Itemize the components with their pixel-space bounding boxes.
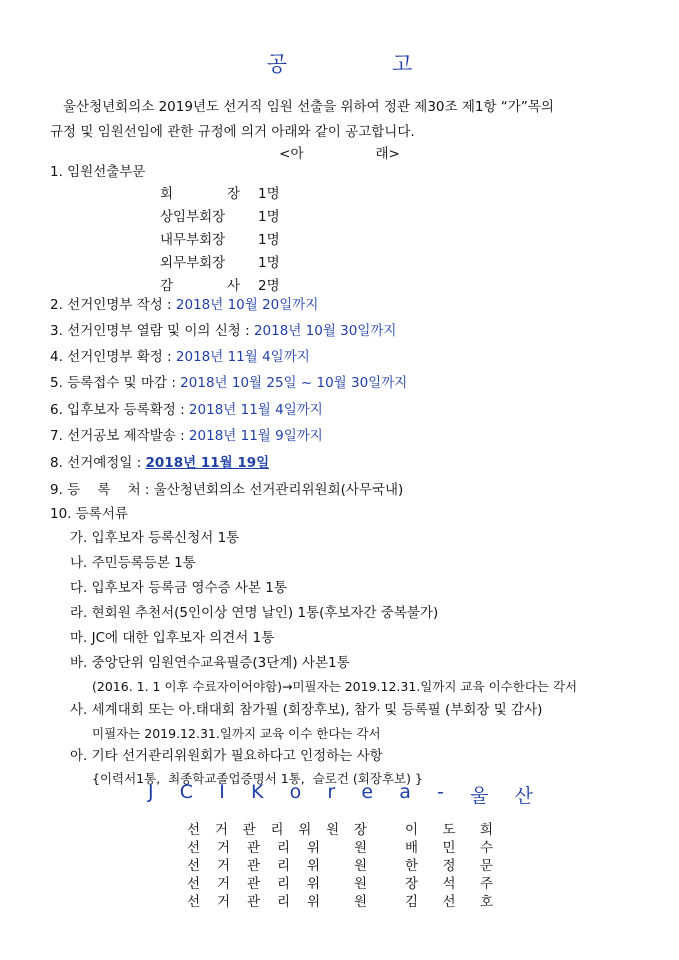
- page-title: [0, 48, 679, 78]
- position-count: 2명: [258, 278, 280, 294]
- position-char: 감: [160, 278, 174, 294]
- org-char: C: [179, 781, 194, 803]
- position-count: 1명: [258, 232, 280, 248]
- item-date: 2018년 11월 4일까지: [188, 402, 323, 418]
- doc-item: 사. 세계대회 또는 아.태대회 참가필 (회장후보), 참가 및 등록필 (부회장 및 감사): [70, 702, 543, 718]
- doc-item: 마. JC에 대한 입후보자 의견서 1통: [70, 630, 275, 646]
- signer-name: 장 석 주: [405, 876, 493, 892]
- below-heading: [0, 142, 679, 162]
- doc-item: 가. 입후보자 등록신청서 1통: [70, 530, 240, 546]
- org-char: e: [361, 781, 374, 803]
- signer-name: 한 정 문: [405, 858, 493, 874]
- below-left: <아: [279, 146, 304, 162]
- item-label: 8. 선거예정일 :: [50, 455, 146, 471]
- position-count: 1명: [258, 209, 280, 225]
- doc-note: 미필자는 2019.12.31.일까지 교육 이수 한다는 각서: [92, 726, 381, 741]
- position-count: 1명: [258, 186, 280, 202]
- item-label: 3. 선거인명부 열람 및 이의 신청 :: [50, 323, 254, 339]
- item-9: 9. 등 록 처 : 울산청년회의소 선거관리위원회(사무국내): [50, 482, 404, 498]
- signer-row: [187, 874, 492, 894]
- item-date: 2018년 11월 4일까지: [175, 349, 310, 365]
- doc-item: 아. 기타 선거관리위원회가 필요하다고 인정하는 사항: [70, 748, 383, 764]
- position-name: 내무부회장: [160, 232, 226, 248]
- signer-name: 이 도 희: [405, 822, 493, 838]
- below-right: 래>: [375, 146, 400, 162]
- item-date: 2018년 10월 20일까지: [175, 297, 319, 313]
- item-7: [50, 425, 323, 447]
- doc-item: 바. 중앙단위 임원연수교육필증(3단계) 사본1통: [70, 655, 350, 671]
- item-date: 2018년 10월 25일 ~ 10월 30일까지: [180, 375, 408, 391]
- position-char: 장: [226, 186, 240, 202]
- position-count: 1명: [258, 255, 280, 271]
- doc-item: 다. 입후보자 등록금 영수증 사본 1통: [70, 580, 287, 596]
- signer-row: [187, 838, 492, 858]
- item-5: [50, 372, 407, 394]
- item-10-heading: 10. 등록서류: [50, 506, 128, 522]
- item-label: 6. 입후보자 등록확정 :: [50, 402, 189, 418]
- item-label: 2. 선거인명부 작성 :: [50, 297, 176, 313]
- position-char: 사: [226, 278, 240, 294]
- position-name: 상임부회장: [160, 209, 226, 225]
- doc-item: 나. 주민등록등본 1통: [70, 555, 196, 571]
- signer-title: 선 거 관 리 위 원: [187, 858, 367, 874]
- intro-line-1: 울산청년회의소 2019년도 선거직 임원 선출을 위하여 정관 제30조 제1항 “가”목의: [63, 99, 554, 115]
- item-3: [50, 320, 396, 342]
- item-label: 5. 등록접수 및 마감 :: [50, 375, 181, 391]
- org-char: r: [327, 781, 336, 803]
- org-char: K: [250, 781, 264, 803]
- signer-name: 김 선 호: [405, 894, 493, 910]
- doc-item: 라. 현회원 추천서(5인이상 연명 날인) 1통(후보자간 중복불가): [70, 605, 439, 621]
- item-date: 2018년 10월 30일까지: [253, 323, 397, 339]
- item-6: [50, 399, 323, 421]
- doc-note: (2016. 1. 1 이후 수료자이어야함)→미필자는 2019.12.31.일까지 교육 이수한다는 각서: [92, 679, 578, 694]
- intro-line-2: 규정 및 임원선임에 관한 규정에 의거 아래와 같이 공고합니다.: [50, 124, 415, 140]
- signer-title: 선 거 관 리 위 원: [187, 894, 367, 910]
- org-char: o: [289, 781, 302, 803]
- signer-title: 선 거 관 리 위 원: [187, 840, 367, 856]
- signer-row: [187, 856, 492, 876]
- item-label: 7. 선거공보 제작발송 :: [50, 428, 189, 444]
- signer-title: 선 거 관 리 위 원 장: [187, 822, 367, 838]
- item-label: 4. 선거인명부 확정 :: [50, 349, 176, 365]
- org-char: I: [219, 781, 225, 803]
- signer-row: [187, 820, 492, 840]
- org-char: -: [437, 781, 444, 803]
- item-date: 2018년 11월 9일까지: [188, 428, 323, 444]
- signer-row: [187, 892, 492, 912]
- position-name: 외무부회장: [160, 255, 226, 271]
- org-char: 울: [470, 785, 489, 807]
- org-char: 산: [514, 785, 533, 807]
- item-4: [50, 346, 310, 368]
- item-2: [50, 294, 318, 316]
- signer-title: 선 거 관 리 위 원: [187, 876, 367, 892]
- org-char: J: [148, 781, 154, 803]
- position-name: [160, 183, 240, 205]
- intro-paragraph: [50, 95, 650, 145]
- organization-name: [148, 781, 533, 809]
- item-1-heading: 1. 임원선출부문: [50, 164, 146, 180]
- doc-note: {이력서1통, 최종학교졸업증명서 1통, 슬로건 (회장후보) }: [92, 771, 423, 786]
- org-char: a: [399, 781, 411, 803]
- item-8: [50, 452, 269, 474]
- signer-name: 배 민 수: [405, 840, 493, 856]
- title-right-char: 고: [392, 52, 413, 76]
- election-date: 2018년 11월 19일: [145, 455, 270, 471]
- title-left-char: 공: [266, 52, 287, 76]
- position-char: 회: [160, 186, 174, 202]
